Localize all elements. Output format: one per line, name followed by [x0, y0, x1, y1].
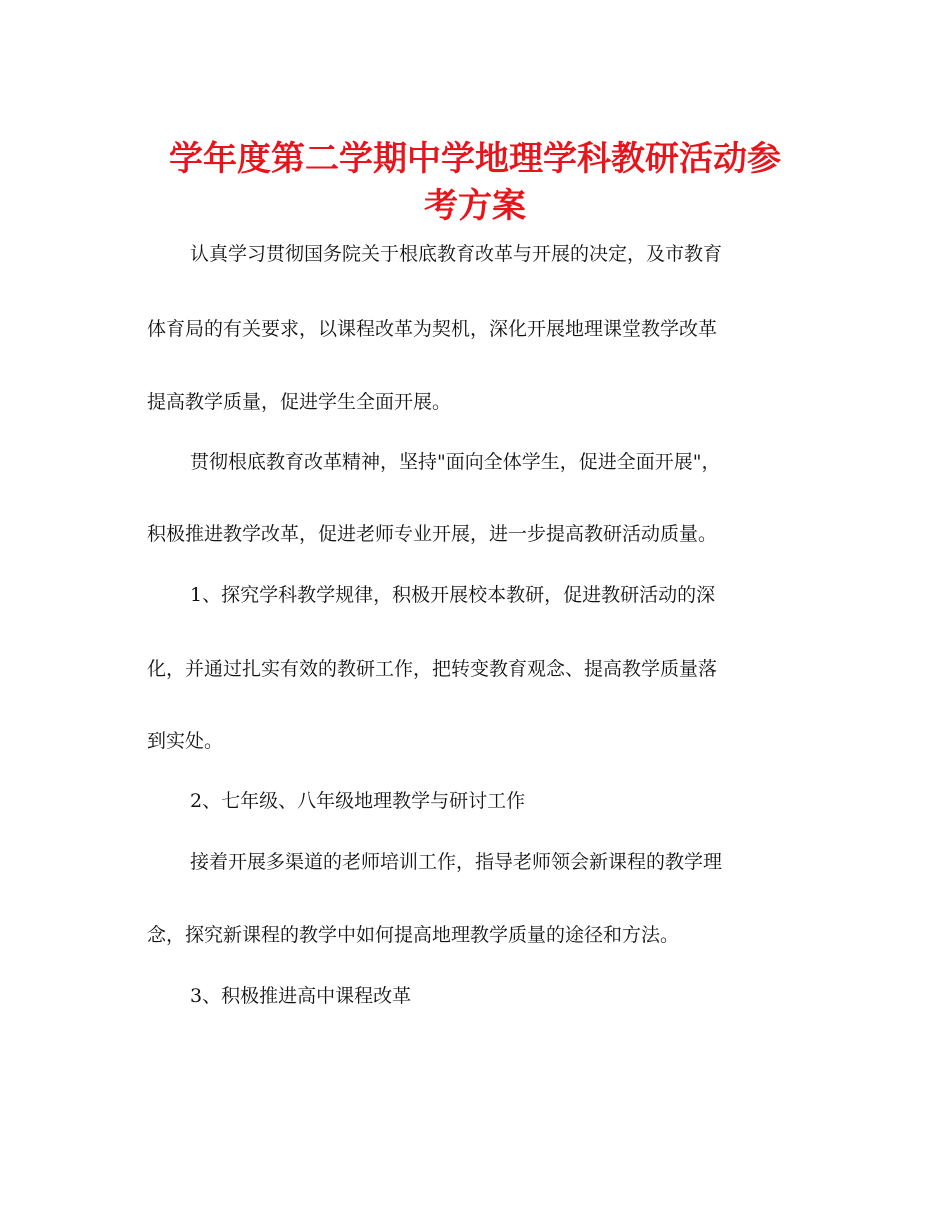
document-title-line-2: 考方案 — [424, 186, 526, 226]
paragraph-1-line-3: 提高教学质量，促进学生全面开展。 — [147, 391, 452, 413]
paragraph-3-line-1: 1、探究学科教学规律，积极开展校本教研，促进教研活动的深 — [190, 584, 716, 606]
document-title-line-1: 学年度第二学期中学地理学科教研活动参 — [169, 139, 781, 179]
paragraph-2-line-2: 积极推进教学改革，促进老师专业开展，进一步提高教研活动质量。 — [147, 523, 718, 545]
paragraph-1-line-2: 体育局的有关要求，以课程改革为契机，深化开展地理课堂教学改革 — [147, 318, 718, 340]
paragraph-4-line-1: 接着开展多渠道的老师培训工作，指导老师领会新课程的教学理 — [190, 851, 723, 873]
paragraph-3-line-2: 化，并通过扎实有效的教研工作，把转变教育观念、提高教学质量落 — [147, 658, 718, 680]
paragraph-4-line-2: 念，探究新课程的教学中如何提高地理教学质量的途径和方法。 — [147, 924, 680, 946]
heading-item-2: 2、七年级、八年级地理教学与研讨工作 — [190, 790, 526, 812]
heading-item-3: 3、积极推进高中课程改革 — [190, 985, 412, 1007]
paragraph-2-line-1: 贯彻根底教育改革精神，坚持"面向全体学生，促进全面开展"， — [190, 451, 721, 473]
paragraph-1-line-1: 认真学习贯彻国务院关于根底教育改革与开展的决定，及市教育 — [190, 243, 723, 265]
paragraph-3-line-3: 到实处。 — [147, 730, 224, 752]
